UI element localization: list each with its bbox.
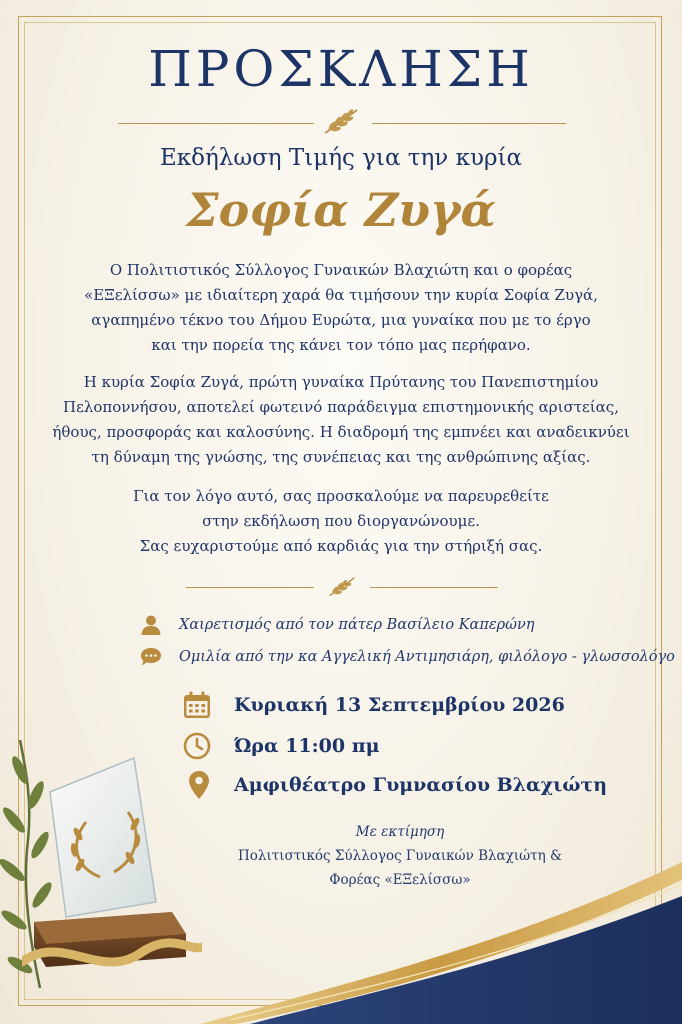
paragraph-line: «ΕΞελίσσω» με ιδιαίτερη χαρά θα τιμήσουν την κυρία Σοφία Ζυγά, bbox=[84, 286, 598, 304]
venue-text: Αμφιθέατρο Γυμνασίου Βλαχιώτη bbox=[234, 774, 608, 796]
paragraph-invitation bbox=[0, 484, 682, 559]
divider-right bbox=[370, 587, 498, 588]
event-subtitle: Εκδήλωση Τιμής για την κυρία bbox=[159, 145, 523, 171]
speech-bubble-icon bbox=[140, 647, 162, 667]
laurel-icon bbox=[319, 107, 363, 137]
paragraph-line: Σας ευχαριστούμε από καρδιάς για την στήριξή σας. bbox=[139, 537, 543, 555]
divider-left bbox=[186, 587, 314, 588]
laurel-icon bbox=[325, 575, 359, 599]
paragraph-line: τη δύναμη της γνώσης, της συνέπειας και της ανθρώπινης αξίας. bbox=[91, 448, 591, 466]
invitation-title: ΠΡΟΣΚΛΗΣΗ bbox=[148, 40, 534, 98]
closing-organization: Φορέας «ΕΞελίσσω» bbox=[329, 872, 471, 888]
paragraph-line: αγαπημένο τέκνο του Δήμου Ευρώτα, μια γυναίκα που με το έργο bbox=[91, 311, 591, 329]
paragraph-line: και την πορεία της κάνει τον τόπο μας περήφανο. bbox=[151, 336, 531, 354]
event-time bbox=[183, 732, 380, 760]
paragraph-line: στην εκδήλωση που διοργανώνουμε. bbox=[202, 512, 480, 530]
date-text: Κυριακή 13 Σεπτεμβρίου 2026 bbox=[234, 694, 565, 716]
paragraph-biography bbox=[0, 370, 682, 470]
paragraph-line: Ο Πολιτιστικός Σύλλογος Γυναικών Βλαχιώτη και ο φορέας bbox=[109, 261, 573, 279]
paragraph-line: Πελοποννήσου, αποτελεί φωτεινό παράδειγμα επιστημονικής αριστείας, bbox=[63, 398, 619, 416]
paragraph-intro bbox=[0, 258, 682, 358]
program-speech bbox=[140, 647, 675, 667]
paragraph-line: Για τον λόγο αυτό, σας προσκαλούμε να παρευρεθείτε bbox=[133, 487, 549, 505]
greeting-text: Χαιρετισμός από τον πάτερ Βασίλειο Καπερώνη bbox=[179, 617, 535, 633]
calendar-icon bbox=[182, 690, 212, 720]
event-date bbox=[182, 690, 565, 720]
program-greeting bbox=[140, 614, 535, 636]
closing-greeting: Με εκτίμηση bbox=[355, 824, 445, 840]
divider-left bbox=[118, 123, 314, 124]
paragraph-line: Η κυρία Σοφία Ζυγά, πρώτη γυναίκα Πρύτανης του Πανεπιστημίου bbox=[83, 373, 599, 391]
award-trophy-icon bbox=[22, 752, 202, 982]
divider-right bbox=[372, 123, 566, 124]
speech-text: Ομιλία από την κα Αγγελική Αντιμησιάρη, φιλόλογο - γλωσσολόγο bbox=[179, 649, 675, 665]
person-icon bbox=[140, 614, 162, 636]
paragraph-line: ήθους, προσφοράς και καλοσύνης. Η διαδρομή της εμπνέει και αναδεικνύει bbox=[52, 423, 630, 441]
honoree-name: Σοφία Ζυγά bbox=[186, 183, 496, 237]
time-text: Ώρα 11:00 πμ bbox=[234, 735, 380, 757]
closing-organizer: Πολιτιστικός Σύλλογος Γυναικών Βλαχιώτη & bbox=[237, 848, 563, 864]
event-venue bbox=[188, 770, 607, 800]
